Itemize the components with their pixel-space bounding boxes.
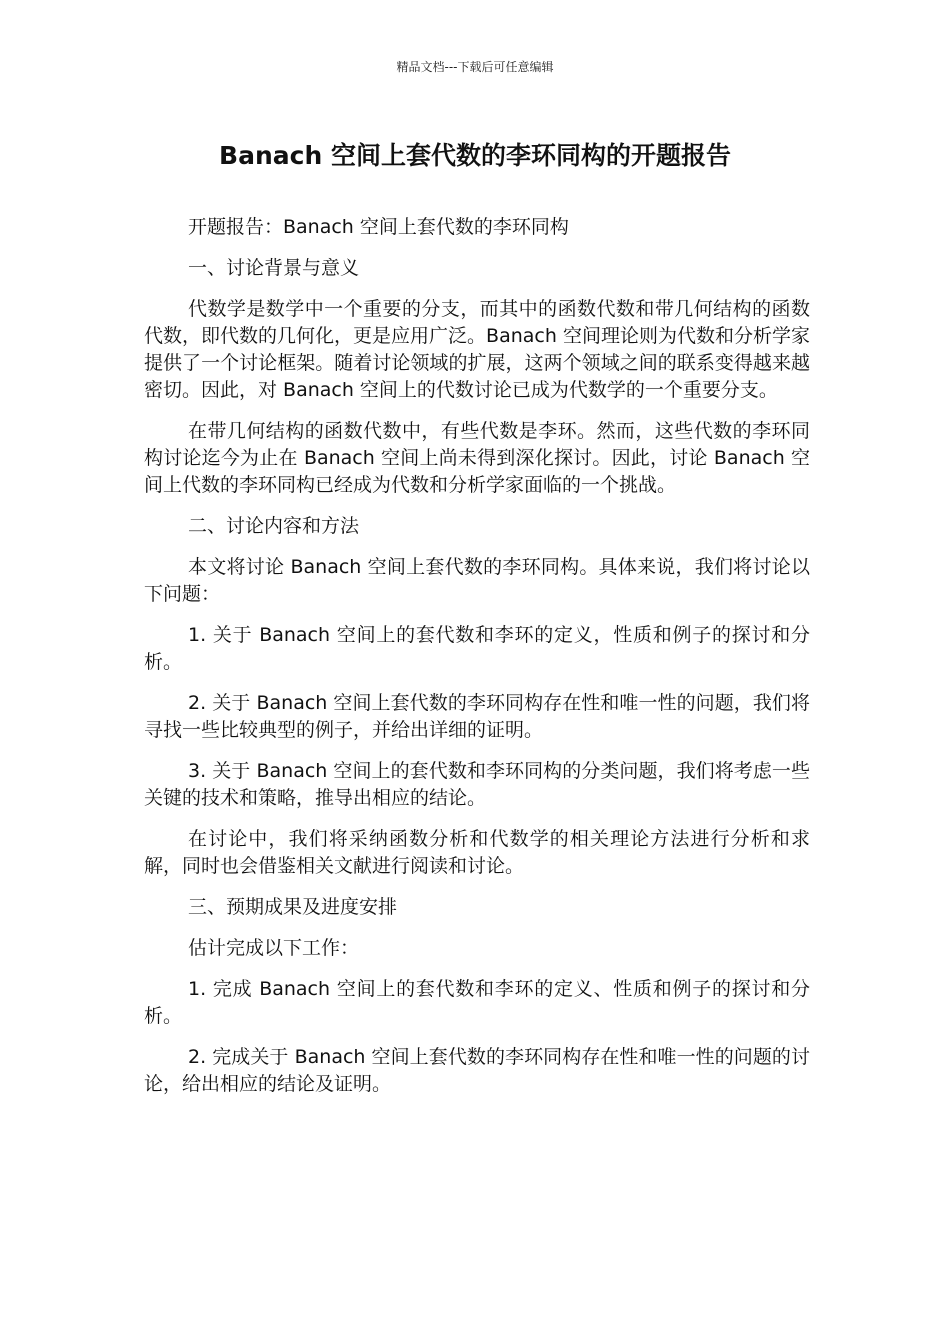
list-item-question-1: 1. 关于 Banach 空间上的套代数和李环的定义，性质和例子的探讨和分析。	[144, 624, 810, 673]
list-item-question-3: 3. 关于 Banach 空间上的套代数和李环同构的分类问题，我们将考虑一些关键的技术和策略，推导出相应的结论。	[144, 760, 810, 809]
intro-line: 开题报告：Banach 空间上套代数的李环同构	[188, 216, 569, 238]
paragraph-background-1: 代数学是数学中一个重要的分支，而其中的函数代数和带几何结构的函数代数，即代数的几何化，更是应用广泛。Banach 空间理论则为代数和分析学家提供了一个讨论框架。随着讨论领域的扩展，这两个领域之间的联系变得越来越密切。因此，对 Banach 空间上的代数讨论已成为代数学的一个重要分支。	[144, 298, 810, 401]
paragraph-background-2: 在带几何结构的函数代数中，有些代数是李环。然而，这些代数的李环同构讨论迄今为止在 Banach 空间上尚未得到深化探讨。因此，讨论 Banach 空间上代数的李环同构已经成为代数和分析学家面临的一个挑战。	[144, 420, 810, 496]
document-title: Banach 空间上套代数的李环同构的开题报告	[219, 141, 731, 170]
paragraph-method: 在讨论中，我们将采纳函数分析和代数学的相关理论方法进行分析和求解，同时也会借鉴相关文献进行阅读和讨论。	[144, 828, 810, 877]
section-heading-content-method: 二、讨论内容和方法	[188, 515, 360, 537]
page-header: 精品文档---下载后可任意编辑	[396, 60, 554, 74]
list-item-outcome-2: 2. 完成关于 Banach 空间上套代数的李环同构存在性和唯一性的问题的讨论，给出相应的结论及证明。	[144, 1046, 810, 1095]
list-item-outcome-1: 1. 完成 Banach 空间上的套代数和李环的定义、性质和例子的探讨和分析。	[144, 978, 810, 1027]
paragraph-outcomes-intro: 估计完成以下工作：	[188, 937, 360, 959]
list-item-question-2: 2. 关于 Banach 空间上套代数的李环同构存在性和唯一性的问题，我们将寻找一些比较典型的例子，并给出详细的证明。	[144, 692, 810, 741]
paragraph-content-intro: 本文将讨论 Banach 空间上套代数的李环同构。具体来说，我们将讨论以下问题：	[144, 556, 810, 605]
document-body	[144, 214, 810, 1112]
section-heading-outcomes: 三、预期成果及进度安排	[188, 896, 398, 918]
section-heading-background: 一、讨论背景与意义	[188, 257, 360, 279]
